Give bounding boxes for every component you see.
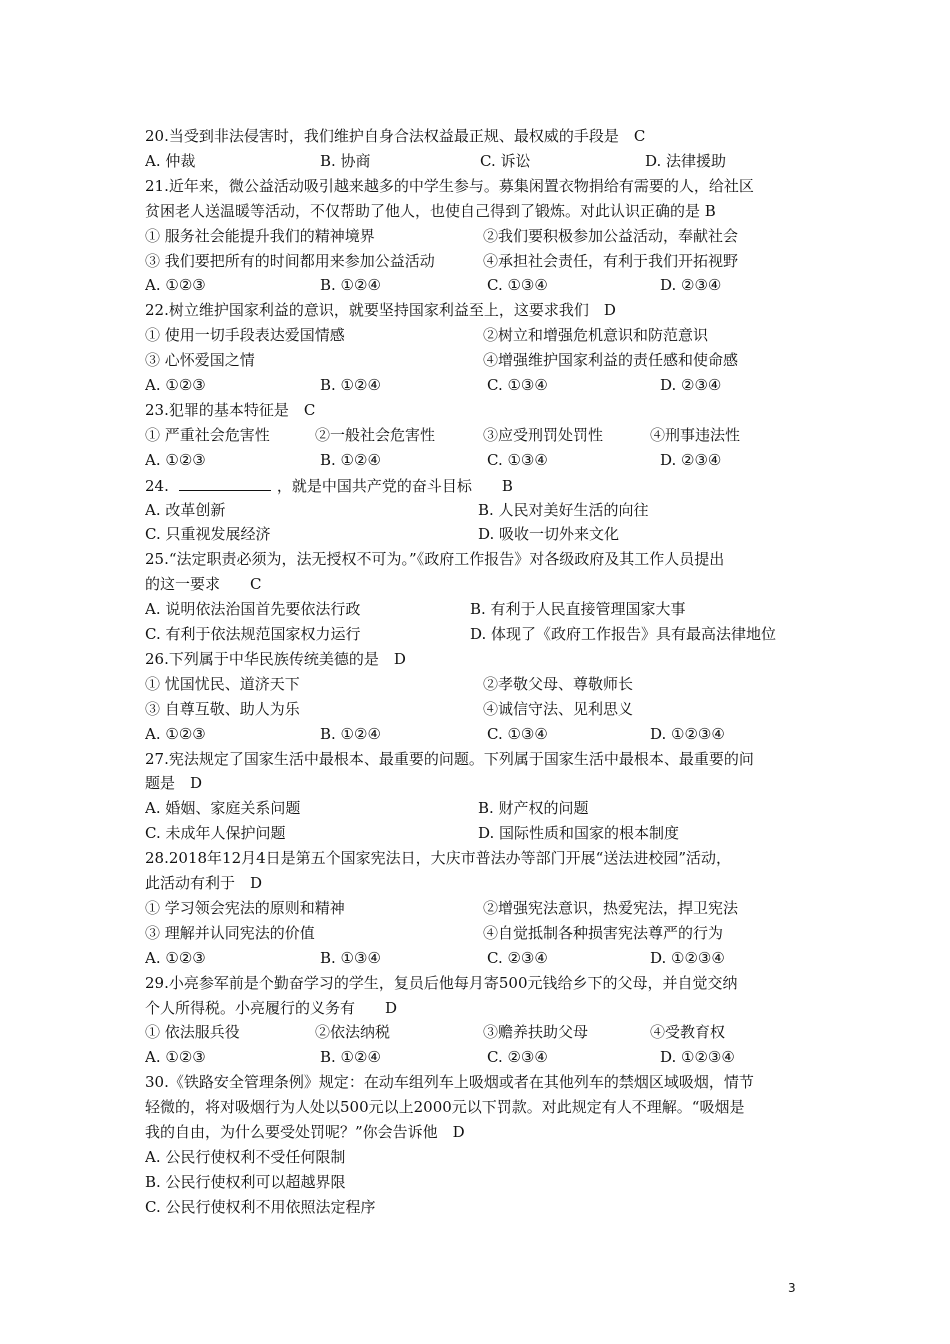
option-text: A. 改革创新 xyxy=(145,500,226,519)
text-line: 25.“法定职责必须为，法无授权不可为。”《政府工作报告》对各级政府及其工作人员提出 xyxy=(145,550,725,569)
option-text: ④受教育权 xyxy=(650,1023,726,1042)
text-line xyxy=(145,1045,815,1069)
text-line xyxy=(145,697,815,721)
text-line xyxy=(145,273,815,297)
text-line xyxy=(145,348,815,372)
text-line: 23.犯罪的基本特征是 C xyxy=(145,400,316,419)
text-line xyxy=(145,796,815,820)
option-text: B. ①②④ xyxy=(320,450,381,469)
option-text: D. ①②③④ xyxy=(660,1048,735,1067)
option-text: ④承担社会责任，有利于我们开拓视野 xyxy=(483,251,739,270)
text-line: A. 公民行使权利不受任何限制 xyxy=(145,1147,346,1166)
text-line: 题是 D xyxy=(145,774,203,793)
option-text: A. ①②③ xyxy=(145,1048,206,1067)
option-text: ① 服务社会能提升我们的精神境界 xyxy=(145,226,375,245)
option-text: C. 只重视发展经济 xyxy=(145,525,271,544)
option-text: A. ①②③ xyxy=(145,276,206,295)
option-text: D. ②③④ xyxy=(660,450,722,469)
option-text: ②树立和增强危机意识和防范意识 xyxy=(483,326,709,345)
option-text: C. ①③④ xyxy=(487,450,548,469)
option-text: ②我们要积极参加公益活动，奉献社会 xyxy=(483,226,739,245)
option-text: A. ①②③ xyxy=(145,376,206,394)
text-line xyxy=(145,1020,815,1044)
option-text: ③赡养扶助父母 xyxy=(483,1023,589,1042)
option-text: ④诚信守法、见利思义 xyxy=(483,699,634,718)
text-line xyxy=(145,672,815,696)
option-text: C. 未成年人保护问题 xyxy=(145,824,286,843)
option-text: ④刑事违法性 xyxy=(650,425,741,444)
text-line xyxy=(145,522,815,546)
option-text: D. 体现了《政府工作报告》具有最高法律地位 xyxy=(470,625,777,643)
option-text: D. ①②③④ xyxy=(650,724,725,743)
text-line xyxy=(145,498,815,522)
text-line: B. 公民行使权利可以超越界限 xyxy=(145,1172,346,1191)
text-line xyxy=(145,722,815,746)
text-line xyxy=(145,597,815,621)
option-text: C. 有利于依法规范国家权力运行 xyxy=(145,625,361,643)
text-line: 26.下列属于中华民族传统美德的是 D xyxy=(145,649,406,668)
option-text: C. ①③④ xyxy=(487,276,548,295)
option-text: A. ①②③ xyxy=(145,948,206,967)
option-text: ④增强维护国家利益的责任感和使命感 xyxy=(483,351,739,370)
option-text: ②依法纳税 xyxy=(315,1023,391,1042)
option-text: ③应受刑罚处罚性 xyxy=(483,425,604,444)
option-text: D. 国际性质和国家的根本制度 xyxy=(478,824,680,843)
text-line: 20.当受到非法侵害时，我们维护自身合法权益最正规、最权威的手段是 C xyxy=(145,127,646,145)
option-text: C. ①③④ xyxy=(487,376,548,394)
option-text: D. 法律援助 xyxy=(645,151,727,170)
option-text: A. ①②③ xyxy=(145,450,206,469)
text-line: 此活动有利于 D xyxy=(145,874,263,892)
option-text: ③ 我们要把所有的时间都用来参加公益活动 xyxy=(145,251,435,270)
question-text: ，就是中国共产党的奋斗目标 B xyxy=(276,476,513,495)
option-text: A. 婚姻、家庭关系问题 xyxy=(145,799,301,818)
text-line xyxy=(145,423,815,447)
text-line xyxy=(145,149,815,173)
option-text: C. ②③④ xyxy=(487,1048,548,1067)
text-line: 22.树立维护国家利益的意识，就要坚持国家利益至上，这要求我们 D xyxy=(145,301,616,320)
text-line: 轻微的，将对吸烟行为人处以500元以上2000元以下罚款。对此规定有人不理解。“吸烟是 xyxy=(145,1098,745,1117)
text-line xyxy=(145,896,815,920)
option-text: ① 忧国忧民、道济天下 xyxy=(145,674,300,693)
option-text: ④自觉抵制各种损害宪法尊严的行为 xyxy=(483,923,724,942)
option-text: C. 诉讼 xyxy=(480,151,531,170)
option-text: B. 有利于人民直接管理国家大事 xyxy=(470,600,686,619)
page-number: 3 xyxy=(788,1281,796,1295)
option-text: ③ 理解并认同宪法的价值 xyxy=(145,923,315,942)
option-text: C. ②③④ xyxy=(487,948,548,967)
option-text: ③ 自尊互敬、助人为乐 xyxy=(145,699,300,718)
question-number: 24. xyxy=(145,476,169,495)
option-text: ②增强宪法意识，热爱宪法，捍卫宪法 xyxy=(483,898,739,917)
option-text: ① 学习领会宪法的原则和精神 xyxy=(145,898,345,917)
text-line xyxy=(145,448,815,472)
option-text: ① 依法服兵役 xyxy=(145,1023,240,1042)
option-text: B. ①②④ xyxy=(320,1048,381,1067)
option-text: B. ①②④ xyxy=(320,276,381,295)
text-line: 个人所得税。小亮履行的义务有 D xyxy=(145,998,398,1017)
option-text: B. ①②④ xyxy=(320,376,381,394)
text-line: C. 公民行使权利不用依照法定程序 xyxy=(145,1197,376,1216)
option-text: C. ①③④ xyxy=(487,724,548,743)
option-text: A. 说明依法治国首先要依法行政 xyxy=(145,600,361,619)
option-text: D. ①②③④ xyxy=(650,948,725,967)
fill-in-blank xyxy=(179,473,271,491)
text-line xyxy=(145,249,815,273)
text-line xyxy=(145,821,815,845)
option-text: B. ①②④ xyxy=(320,724,381,743)
text-line: 29.小亮参军前是个勤奋学习的学生，复员后他每月寄500元钱给乡下的父母，并自觉交纳 xyxy=(145,973,738,992)
option-text: D. 吸收一切外来文化 xyxy=(478,525,620,544)
option-text: ②孝敬父母、尊敬师长 xyxy=(483,674,634,693)
option-text: B. ①③④ xyxy=(320,948,381,967)
option-text: B. 人民对美好生活的向往 xyxy=(478,500,649,519)
option-text: ① 使用一切手段表达爱国情感 xyxy=(145,326,345,345)
option-text: ① 严重社会危害性 xyxy=(145,425,270,444)
text-line xyxy=(145,622,815,646)
text-line: 我的自由，为什么要受处罚呢？”你会告诉他 D xyxy=(145,1123,465,1141)
option-text: ②一般社会危害性 xyxy=(315,425,436,444)
text-line: 30.《铁路安全管理条例》规定：在动车组列车上吸烟或者在其他列车的禁烟区域吸烟，情节 xyxy=(145,1073,754,1092)
text-line: 27.宪法规定了国家生活中最根本、最重要的问题。下列属于国家生活中最根本、最重要的问 xyxy=(145,749,754,768)
option-text: D. ②③④ xyxy=(660,376,722,394)
text-line xyxy=(145,946,815,970)
text-line xyxy=(145,224,815,248)
text-line xyxy=(145,473,815,497)
option-text: B. 协商 xyxy=(320,151,371,170)
text-line xyxy=(145,373,815,397)
text-line: 28.2018年12月4日是第五个国家宪法日，大庆市普法办等部门开展“送法进校园”活动， xyxy=(145,849,731,868)
text-line: 21.近年来，微公益活动吸引越来越多的中学生参与。募集闲置衣物捐给有需要的人，给社区 xyxy=(145,176,754,195)
option-text: B. 财产权的问题 xyxy=(478,799,589,818)
option-text: D. ②③④ xyxy=(660,276,722,295)
text-line xyxy=(145,921,815,945)
text-line xyxy=(145,323,815,347)
option-text: A. ①②③ xyxy=(145,724,206,743)
option-text: A. 仲裁 xyxy=(145,151,196,170)
option-text: ③ 心怀爱国之情 xyxy=(145,351,255,370)
text-line: 贫困老人送温暖等活动，不仅帮助了他人，也使自己得到了锻炼。对此认识正确的是 B xyxy=(145,201,716,220)
text-line: 的这一要求 C xyxy=(145,575,262,594)
